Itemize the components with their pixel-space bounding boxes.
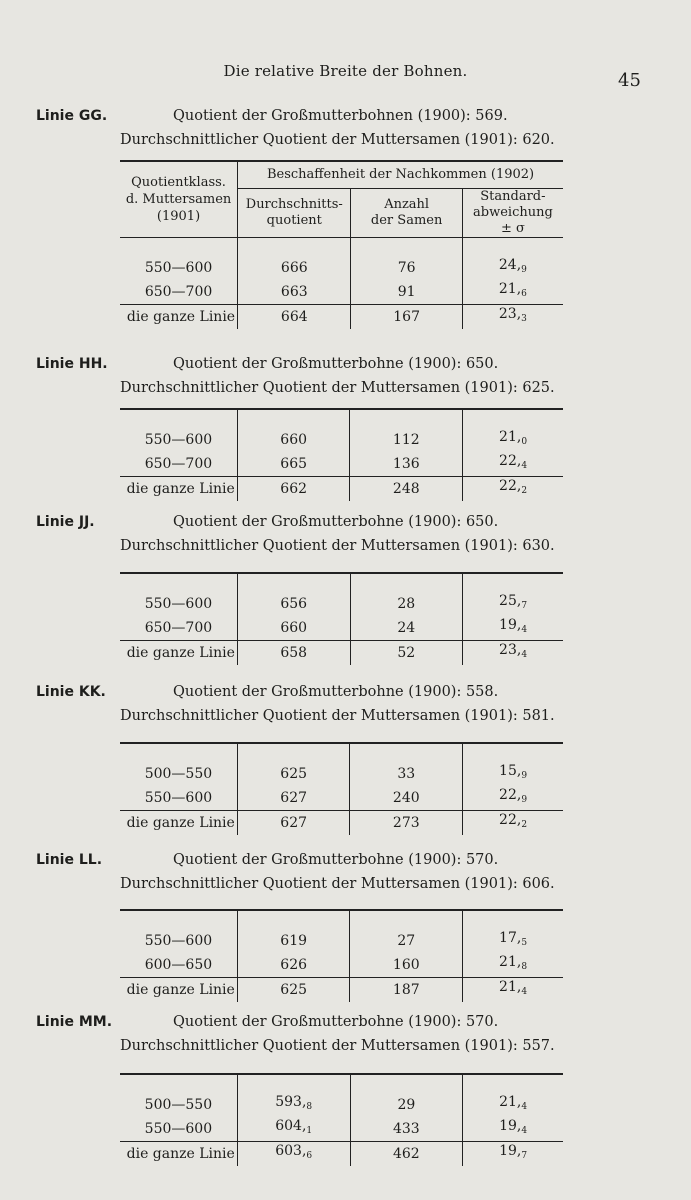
value-decimal: 6 [306, 1151, 313, 1161]
std-deviation-cell [463, 616, 563, 641]
spacer-cell [120, 1075, 237, 1093]
table-row [120, 786, 563, 811]
table-row [120, 929, 563, 953]
value-integer: 604 [275, 1118, 302, 1134]
value-decimal: 7 [521, 601, 528, 611]
total-row [120, 305, 563, 330]
average-quotient-cell [237, 616, 350, 641]
value-integer: 15 [499, 763, 517, 779]
quotient-class-cell: 550—600 [120, 1117, 237, 1142]
decimal-comma: , [516, 281, 522, 297]
value-integer: 22 [499, 787, 517, 803]
quotient-class-cell: die ganze Linie [120, 811, 237, 836]
average-quotient-cell [237, 452, 350, 477]
quotient-class-cell: 550—600 [120, 428, 237, 452]
table-header-row [120, 161, 563, 189]
value-decimal: 3 [521, 314, 527, 324]
spacer-cell [351, 238, 462, 256]
table-row [120, 452, 563, 477]
decimal-comma: , [301, 1118, 307, 1134]
value-integer: 660 [280, 431, 308, 448]
value-integer: 656 [280, 595, 308, 612]
data-table [120, 742, 563, 835]
spacer-cell [463, 574, 563, 592]
decimal-comma: , [516, 1094, 522, 1110]
value-integer: 619 [280, 932, 308, 949]
std-deviation-cell [463, 1142, 563, 1167]
spacer-cell [350, 574, 463, 592]
spacer-cell [120, 574, 237, 592]
spacer-row [120, 238, 563, 256]
grandmother-quotient: Quotient der Großmutterbohnen (1900): 569. [173, 108, 508, 124]
value-integer: 627 [280, 789, 308, 806]
decimal-comma: , [516, 593, 522, 609]
std-deviation-cell [463, 978, 563, 1003]
decimal-comma: , [516, 429, 522, 445]
spacer-cell [463, 410, 563, 428]
value-integer: 625 [280, 981, 308, 998]
section-heading [36, 356, 576, 378]
value-integer: 17 [499, 930, 517, 946]
line-label: Linie MM. [36, 1014, 113, 1030]
mother-quotient: Durchschnittlicher Quotient der Muttersamen (1901): 630. [120, 538, 555, 554]
seed-count-cell: 433 [350, 1117, 463, 1142]
value-integer: 627 [280, 814, 308, 831]
decimal-comma: , [516, 642, 522, 658]
section-heading [36, 108, 576, 130]
total-row [120, 641, 563, 666]
spacer-cell [120, 410, 237, 428]
spacer-row [120, 410, 563, 428]
quotient-class-cell: 550—600 [120, 256, 238, 280]
average-quotient-cell [238, 280, 351, 305]
std-deviation-cell [463, 953, 563, 978]
data-table [120, 408, 563, 501]
value-decimal: 2 [521, 486, 528, 496]
average-quotient-cell [237, 1117, 350, 1142]
line-section [36, 514, 576, 661]
decimal-comma: , [516, 1118, 522, 1134]
value-integer: 19 [499, 1118, 517, 1134]
decimal-comma: , [516, 979, 522, 995]
table-row [120, 1093, 563, 1117]
total-row [120, 978, 563, 1003]
value-decimal: 9 [521, 795, 528, 805]
value-integer: 660 [280, 619, 308, 636]
value-decimal: 0 [521, 437, 528, 447]
line-label: Linie LL. [36, 852, 103, 868]
spacer-cell [463, 911, 563, 929]
average-quotient-cell [237, 641, 350, 666]
seed-count-cell: 167 [351, 305, 462, 330]
data-table [120, 572, 563, 665]
seed-count-cell: 273 [350, 811, 463, 836]
value-integer: 19 [499, 617, 517, 633]
seed-count-cell: 136 [350, 452, 463, 477]
grandmother-quotient: Quotient der Großmutterbohne (1900): 570. [173, 1014, 499, 1030]
seed-count-cell: 91 [351, 280, 462, 305]
table-row [120, 1117, 563, 1142]
spacer-cell [120, 744, 237, 762]
header-line: der Samen [370, 213, 443, 228]
value-decimal: 4 [521, 1102, 528, 1112]
value-integer: 25 [499, 593, 517, 609]
value-decimal: 9 [521, 265, 527, 275]
header-seed-count [351, 189, 462, 238]
seed-count-cell: 24 [350, 616, 463, 641]
value-integer: 603 [275, 1143, 302, 1159]
decimal-comma: , [301, 1143, 307, 1159]
value-decimal: 1 [306, 1126, 313, 1136]
mother-quotient: Durchschnittlicher Quotient der Muttersamen (1901): 620. [120, 132, 555, 148]
decimal-comma: , [516, 954, 522, 970]
line-section [36, 1014, 576, 1162]
line-label: Linie GG. [36, 108, 108, 124]
section-heading [36, 684, 576, 706]
seed-count-cell: 28 [350, 592, 463, 616]
std-deviation-cell [463, 592, 563, 616]
decimal-comma: , [516, 930, 522, 946]
decimal-comma: , [516, 787, 522, 803]
decimal-comma: , [516, 453, 522, 469]
std-deviation-cell [463, 786, 563, 811]
table-row [120, 280, 563, 305]
data-table [120, 160, 563, 329]
section-heading [36, 514, 576, 536]
spacer-row [120, 1075, 563, 1093]
spacer-cell [238, 238, 351, 256]
average-quotient-cell [237, 428, 350, 452]
spacer-cell [462, 238, 563, 256]
line-section [36, 852, 576, 998]
spacer-cell [463, 744, 563, 762]
quotient-class-cell: 650—700 [120, 280, 238, 305]
table-row [120, 592, 563, 616]
std-deviation-cell [462, 256, 563, 280]
data-table [120, 909, 563, 1002]
mother-quotient: Durchschnittlicher Quotient der Muttersamen (1901): 557. [120, 1038, 555, 1054]
decimal-comma: , [516, 257, 522, 273]
value-integer: 24 [498, 257, 517, 273]
spacer-cell [350, 1075, 463, 1093]
line-section [36, 108, 576, 325]
average-quotient-cell [237, 592, 350, 616]
average-quotient-cell [237, 1142, 350, 1167]
table-row [120, 256, 563, 280]
spacer-cell [350, 410, 463, 428]
line-label: Linie JJ. [36, 514, 95, 530]
seed-count-cell: 33 [350, 762, 463, 786]
average-quotient-cell [237, 477, 350, 502]
std-deviation-cell [463, 1093, 563, 1117]
header-line: ± σ [500, 221, 525, 236]
value-decimal: 4 [521, 650, 528, 660]
value-integer: 626 [280, 956, 308, 973]
value-decimal: 4 [521, 461, 528, 471]
spacer-cell [350, 744, 463, 762]
line-label: Linie HH. [36, 356, 108, 372]
value-integer: 21 [499, 954, 517, 970]
value-decimal: 7 [521, 1151, 528, 1161]
quotient-class-cell: 550—600 [120, 929, 237, 953]
value-integer: 593 [275, 1094, 302, 1110]
std-deviation-cell [463, 428, 563, 452]
quotient-class-cell: die ganze Linie [120, 1142, 237, 1167]
seed-count-cell: 187 [350, 978, 463, 1003]
spacer-cell [120, 911, 237, 929]
average-quotient-cell [238, 305, 351, 330]
page-number: 45 [618, 70, 641, 91]
value-integer: 23 [498, 306, 517, 322]
value-decimal: 2 [521, 820, 528, 830]
seed-count-cell: 112 [350, 428, 463, 452]
spacer-cell [237, 911, 350, 929]
table-row [120, 953, 563, 978]
seed-count-cell: 52 [350, 641, 463, 666]
value-decimal: 4 [521, 987, 528, 997]
seed-count-cell: 462 [350, 1142, 463, 1167]
spacer-cell [463, 1075, 563, 1093]
quotient-class-cell: die ganze Linie [120, 641, 237, 666]
quotient-class-cell: 600—650 [120, 953, 237, 978]
seed-count-cell: 76 [351, 256, 462, 280]
table-row [120, 428, 563, 452]
header-line: quotient [266, 213, 322, 228]
header-line: Quotientklass. [131, 175, 226, 190]
value-integer: 665 [280, 455, 308, 472]
value-decimal: 9 [521, 771, 528, 781]
spacer-cell [237, 574, 350, 592]
quotient-class-cell: die ganze Linie [120, 305, 238, 330]
value-decimal: 4 [521, 625, 528, 635]
mother-quotient: Durchschnittlicher Quotient der Muttersamen (1901): 606. [120, 876, 555, 892]
average-quotient-cell [237, 953, 350, 978]
spacer-cell [350, 911, 463, 929]
value-integer: 662 [280, 480, 308, 497]
section-heading [36, 1014, 576, 1036]
average-quotient-cell [238, 256, 351, 280]
quotient-class-cell: 500—550 [120, 762, 237, 786]
average-quotient-cell [237, 762, 350, 786]
seed-count-cell: 160 [350, 953, 463, 978]
value-integer: 663 [280, 283, 308, 300]
average-quotient-cell [237, 811, 350, 836]
seed-count-cell: 248 [350, 477, 463, 502]
header-line: d. Muttersamen [125, 192, 232, 207]
value-integer: 658 [280, 644, 308, 661]
seed-count-cell: 29 [350, 1093, 463, 1117]
value-integer: 21 [499, 979, 517, 995]
std-deviation-cell [463, 811, 563, 836]
std-deviation-cell [462, 305, 563, 330]
value-decimal: 4 [521, 1126, 528, 1136]
spacer-row [120, 744, 563, 762]
value-integer: 625 [280, 765, 308, 782]
seed-count-cell: 27 [350, 929, 463, 953]
mother-quotient: Durchschnittlicher Quotient der Muttersamen (1901): 581. [120, 708, 555, 724]
decimal-comma: , [301, 1094, 307, 1110]
quotient-class-cell: die ganze Linie [120, 978, 237, 1003]
seed-count-cell: 240 [350, 786, 463, 811]
value-integer: 21 [499, 1094, 517, 1110]
line-section [36, 356, 576, 497]
header-group-offspring: Beschaffenheit der Nachkommen (1902) [238, 161, 563, 189]
spacer-cell [237, 410, 350, 428]
std-deviation-cell [463, 641, 563, 666]
std-deviation-cell [463, 452, 563, 477]
value-integer: 664 [280, 308, 308, 325]
header-quotient-class [120, 161, 238, 238]
total-row [120, 477, 563, 502]
decimal-comma: , [516, 306, 522, 322]
spacer-row [120, 911, 563, 929]
std-deviation-cell [463, 1117, 563, 1142]
header-line: abweichung [473, 205, 553, 220]
std-deviation-cell [463, 477, 563, 502]
header-line: Durchschnitts- [245, 197, 343, 212]
running-head: Die relative Breite der Bohnen. [223, 62, 468, 80]
grandmother-quotient: Quotient der Großmutterbohne (1900): 558. [173, 684, 499, 700]
value-integer: 21 [498, 281, 517, 297]
average-quotient-cell [237, 786, 350, 811]
quotient-class-cell: 550—600 [120, 592, 237, 616]
quotient-class-cell: 650—700 [120, 452, 237, 477]
quotient-class-cell: 500—550 [120, 1093, 237, 1117]
section-heading [36, 852, 576, 874]
spacer-row [120, 574, 563, 592]
quotient-class-cell: 650—700 [120, 616, 237, 641]
spacer-cell [237, 744, 350, 762]
value-integer: 21 [499, 429, 517, 445]
value-integer: 23 [499, 642, 517, 658]
std-deviation-cell [463, 929, 563, 953]
table-row [120, 616, 563, 641]
std-deviation-cell [463, 762, 563, 786]
value-integer: 22 [499, 812, 517, 828]
spacer-cell [237, 1075, 350, 1093]
value-integer: 666 [280, 259, 308, 276]
header-average-quotient [238, 189, 351, 238]
value-decimal: 6 [521, 289, 527, 299]
total-row [120, 1142, 563, 1167]
value-integer: 22 [499, 478, 517, 494]
average-quotient-cell [237, 929, 350, 953]
data-table [120, 1073, 563, 1166]
grandmother-quotient: Quotient der Großmutterbohne (1900): 650. [173, 356, 499, 372]
value-integer: 19 [499, 1143, 517, 1159]
header-line: (1901) [156, 209, 201, 224]
decimal-comma: , [516, 1143, 522, 1159]
header-std-deviation [462, 189, 563, 238]
grandmother-quotient: Quotient der Großmutterbohne (1900): 650. [173, 514, 499, 530]
total-row [120, 811, 563, 836]
average-quotient-cell [237, 1093, 350, 1117]
header-line: Anzahl [384, 197, 430, 212]
decimal-comma: , [516, 617, 522, 633]
decimal-comma: , [516, 763, 522, 779]
table-row [120, 762, 563, 786]
line-section [36, 684, 576, 831]
average-quotient-cell [237, 978, 350, 1003]
quotient-class-cell: 550—600 [120, 786, 237, 811]
std-deviation-cell [462, 280, 563, 305]
value-decimal: 8 [521, 962, 528, 972]
mother-quotient: Durchschnittlicher Quotient der Muttersamen (1901): 625. [120, 380, 555, 396]
value-decimal: 8 [306, 1102, 313, 1112]
line-label: Linie KK. [36, 684, 106, 700]
decimal-comma: , [516, 812, 522, 828]
header-line: Standard- [480, 189, 546, 204]
quotient-class-cell: die ganze Linie [120, 477, 237, 502]
value-decimal: 5 [521, 938, 528, 948]
value-integer: 22 [499, 453, 517, 469]
grandmother-quotient: Quotient der Großmutterbohne (1900): 570. [173, 852, 499, 868]
decimal-comma: , [516, 478, 522, 494]
spacer-cell [120, 238, 238, 256]
